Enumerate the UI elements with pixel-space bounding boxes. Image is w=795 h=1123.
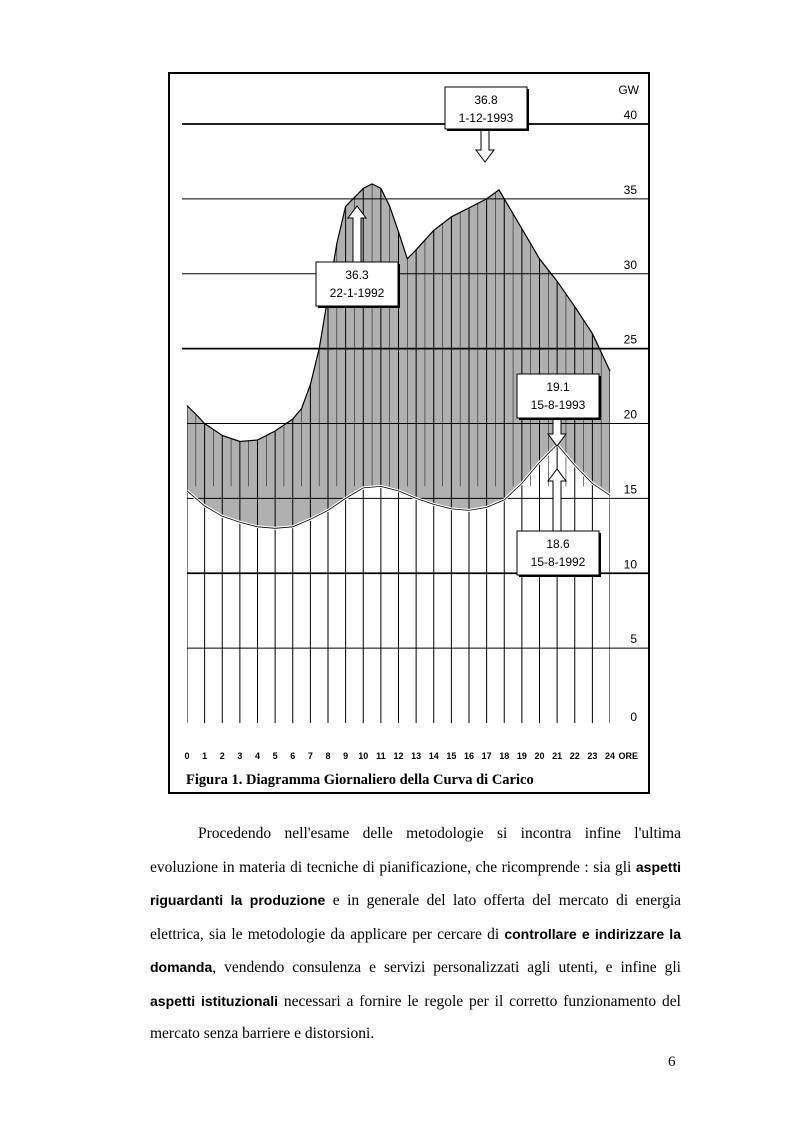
x-tick-label: 3	[237, 751, 243, 761]
y-tick-label: 20	[623, 407, 637, 422]
x-tick-label: 18	[499, 751, 510, 761]
x-tick-label: 15	[446, 751, 457, 761]
x-tick-label: 24	[604, 751, 616, 761]
x-tick-label: 23	[587, 751, 598, 761]
bold-institutional: aspetti istituzionali	[150, 992, 279, 1009]
y-unit-label: GW	[618, 83, 639, 97]
y-tick-label: 30	[623, 257, 637, 272]
figure-frame	[168, 72, 650, 794]
y-tick-label: 40	[623, 108, 637, 122]
x-tick-label: 4	[254, 751, 261, 761]
x-tick-label: 22	[569, 751, 580, 761]
sentence-3: , vendendo consulenza e servizi personalizzati agli utenti, e infine gli	[212, 959, 681, 976]
y-tick-label: 0	[630, 710, 637, 724]
figure-caption: Figura 1. Diagramma Giornaliero della Curva di Carico	[186, 772, 534, 788]
sentence-2: e in generale del lato offerta del mercato di energia elettrica, sia le metodologie da applicare per cercare di	[150, 892, 682, 943]
x-tick-label: 17	[481, 751, 492, 761]
x-tick-label: 7	[307, 751, 313, 761]
x-tick-label: 5	[272, 751, 278, 761]
sentence-4: necessari a fornire le regole per il corretto funzionamento del mercato senza barriere e distorsioni.	[150, 992, 681, 1042]
x-tick-label: 0	[184, 751, 190, 761]
x-tick-label: 13	[411, 751, 422, 761]
x-unit-label: ORE	[618, 751, 638, 761]
callout-arrow	[548, 469, 566, 531]
y-tick-label: 15	[623, 482, 637, 497]
callout-date: 1-12-1993	[458, 111, 514, 125]
x-tick-label: 20	[534, 751, 545, 761]
callout-1-12-1993	[445, 87, 529, 162]
callout-date: 15-8-1993	[530, 398, 586, 412]
callout-value: 36.8	[474, 93, 498, 107]
x-tick-label: 21	[552, 751, 563, 761]
bold-demand: controllare e indirizzare la domanda	[150, 925, 681, 975]
x-tick-label: 16	[463, 751, 475, 761]
bold-production: aspetti riguardanti la produzione	[150, 858, 681, 908]
page-number: 6	[668, 1054, 676, 1070]
y-tick-label: 35	[623, 182, 637, 197]
y-tick-label: 10	[623, 557, 637, 572]
x-tick-label: 12	[393, 751, 404, 761]
callout-arrow	[476, 129, 494, 162]
x-tick-label: 11	[376, 751, 386, 761]
callout-value: 18.6	[546, 537, 570, 551]
callout-15-8-1992	[517, 469, 601, 577]
x-tick-label: 10	[358, 751, 369, 761]
grid-layer	[182, 124, 648, 723]
callout-value: 36.3	[345, 268, 369, 282]
x-tick-label: 1	[202, 751, 208, 761]
y-tick-label: 25	[623, 332, 637, 347]
callout-date: 15-8-1992	[530, 555, 586, 569]
callout-date: 22-1-1992	[329, 286, 385, 300]
x-tick-label: 6	[290, 751, 296, 761]
x-tick-label: 2	[219, 751, 225, 761]
sentence-1: Procedendo nell'esame delle metodologie si incontra infine l'ultima evoluzione in materia di tecniche di pianificazione, che ricomprende : sia gli	[150, 825, 681, 876]
y-tick-label: 5	[630, 632, 637, 647]
callout-value: 19.1	[546, 380, 570, 394]
body-paragraph	[150, 818, 681, 1051]
x-tick-label: 14	[428, 751, 439, 761]
x-tick-label: 8	[325, 751, 331, 761]
x-tick-label: 9	[343, 751, 349, 761]
x-tick-label: 19	[516, 751, 527, 761]
load-curve-chart	[170, 74, 648, 792]
